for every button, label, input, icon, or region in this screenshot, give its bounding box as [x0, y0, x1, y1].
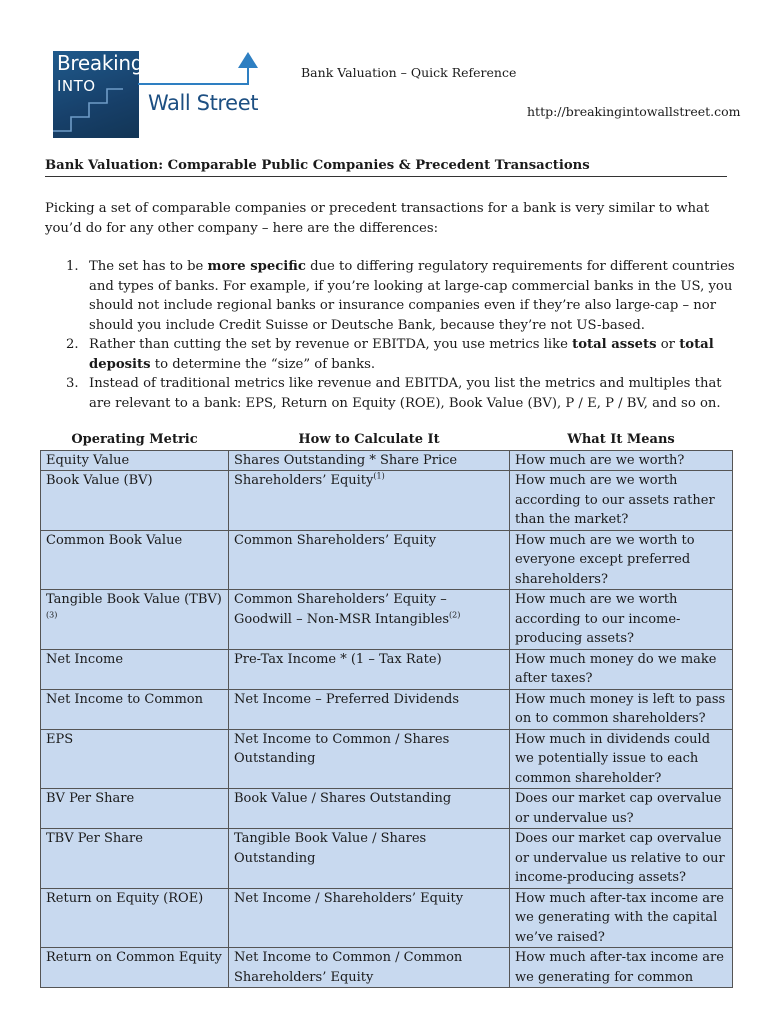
- table-row: [41, 471, 733, 531]
- metric-cell: [41, 471, 229, 531]
- meaning-cell: [510, 471, 733, 531]
- list-item: [45, 335, 735, 374]
- meaning-cell: [510, 450, 733, 471]
- metric-cell-text: Common Book Value: [46, 532, 183, 548]
- list-text: Rather than cutting the set by revenue or EBITDA, you use metrics like: [89, 337, 573, 352]
- meaning-cell: [510, 888, 733, 948]
- column-header: How to Calculate It: [298, 432, 440, 447]
- calculation-cell: [229, 471, 510, 531]
- list-text: due to differing regulatory requirements for different countries and types of banks. For example, if you’re looking at large-cap commercial banks in the US, you should not include regional banks or insurance companies even if they’re also large-cap – nor should you include Credit Suisse or Deutsche Bank, because they’re not US-based.: [89, 259, 735, 333]
- list-bold-text: total deposits: [89, 337, 714, 372]
- calculation-cell-text: Pre-Tax Income * (1 – Tax Rate): [234, 651, 442, 667]
- metric-cell-text: BV Per Share: [46, 791, 135, 806]
- table-row: [41, 590, 733, 650]
- meaning-cell: [510, 948, 733, 988]
- metric-cell-text: Return on Common Equity: [46, 950, 222, 965]
- calculation-cell-text: Common Shareholders’ Equity: [234, 532, 437, 548]
- metric-cell-text: Book Value (BV): [46, 473, 153, 488]
- metric-cell: [41, 689, 229, 729]
- metric-cell: [41, 829, 229, 889]
- meaning-cell-text: How much after-tax income are we generating for common: [515, 950, 724, 985]
- calculation-cell-text: Net Income to Common / Shares Outstanding: [234, 731, 450, 766]
- meaning-cell: [510, 530, 733, 590]
- metric-cell: [41, 888, 229, 948]
- metric-cell: [41, 948, 229, 988]
- calculation-cell: [229, 530, 510, 590]
- metric-cell: [41, 729, 229, 789]
- table-row: [41, 689, 733, 729]
- metric-cell-text: Net Income: [46, 651, 124, 667]
- calculation-cell: [229, 450, 510, 471]
- table-row: [41, 888, 733, 948]
- logo: [0, 46, 268, 142]
- metric-cell: [41, 649, 229, 689]
- calculation-cell: [229, 829, 510, 889]
- list-text: The set has to be: [89, 259, 208, 274]
- section-heading: Bank Valuation: Comparable Public Companies & Precedent Transactions: [45, 158, 727, 177]
- table-row: [41, 729, 733, 789]
- calculation-cell-text: Common Shareholders’ Equity – Goodwill – Non-MSR Intangibles: [234, 592, 450, 627]
- meaning-cell-text: How much in dividends could we potentially issue to each common shareholder?: [515, 731, 711, 786]
- column-header: Operating Metric: [71, 432, 198, 447]
- list-item: [45, 257, 735, 335]
- meaning-cell-text: How much are we worth?: [515, 452, 685, 468]
- column-header: What It Means: [567, 432, 675, 447]
- meaning-cell-text: How much after-tax income are we generating with the capital we’ve raised?: [515, 890, 724, 945]
- footnote-marker: (1): [373, 471, 385, 481]
- footnote-marker: (3): [46, 610, 58, 620]
- list-number: 1.: [66, 259, 79, 274]
- meaning-cell-text: How much money do we make after taxes?: [515, 651, 717, 686]
- table-row: [41, 948, 733, 988]
- meaning-cell-text: Does our market cap overvalue or undervalue us relative to our income-producing assets?: [515, 831, 725, 885]
- metric-cell-text: Return on Equity (ROE): [46, 890, 204, 906]
- logo-text-breaking: Breaking: [57, 51, 144, 75]
- table-row: [41, 530, 733, 590]
- calculation-cell-text: Shares Outstanding * Share Price: [234, 452, 458, 468]
- calculation-cell-text: Net Income to Common / Common Shareholders’ Equity: [234, 950, 463, 985]
- table-row: [41, 829, 733, 889]
- calculation-cell-text: Net Income – Preferred Dividends: [234, 691, 460, 707]
- calculation-cell: [229, 948, 510, 988]
- footnote-marker: (2): [449, 610, 461, 620]
- calculation-cell-text: Tangible Book Value / Shares Outstanding: [234, 831, 427, 866]
- meaning-cell: [510, 829, 733, 889]
- calculation-cell-text: Net Income / Shareholders’ Equity: [234, 890, 464, 906]
- meaning-cell: [510, 789, 733, 829]
- logo-text-into: INTO: [57, 77, 96, 95]
- calculation-cell: [229, 689, 510, 729]
- document-title: Bank Valuation – Quick Reference: [301, 65, 517, 80]
- calculation-cell-text: Book Value / Shares Outstanding: [234, 791, 452, 806]
- list-text: Instead of traditional metrics like revenue and EBITDA, you list the metrics and multiples that are relevant to a bank: EPS, Return on Equity (ROE), Book Value (BV), P / E, P / BV, and so on.: [89, 376, 722, 411]
- metric-cell-text: Equity Value: [46, 452, 130, 468]
- list-bold-text: more specific: [207, 259, 306, 274]
- intro-paragraph: Picking a set of comparable companies or precedent transactions for a bank is very similar to what you’d do for any other company – here are the differences:: [45, 201, 710, 236]
- metrics-table: [40, 430, 733, 988]
- meaning-cell-text: How much are we worth according to our assets rather than the market?: [515, 473, 715, 527]
- meaning-cell: [510, 649, 733, 689]
- logo-text-wall-street: Wall Street: [148, 91, 259, 115]
- table-row: [41, 450, 733, 471]
- metric-cell: [41, 590, 229, 650]
- table-row: [41, 649, 733, 689]
- metric-cell-text: EPS: [46, 731, 74, 747]
- meaning-cell-text: Does our market cap overvalue or undervalue us?: [515, 791, 722, 826]
- metric-cell: [41, 530, 229, 590]
- website-link[interactable]: http://breakingintowallstreet.com: [527, 104, 741, 119]
- metric-cell: [41, 789, 229, 829]
- meaning-cell: [510, 590, 733, 650]
- metric-cell-text: TBV Per Share: [46, 831, 143, 846]
- differences-list: [45, 257, 735, 413]
- meaning-cell-text: How much are we worth to everyone except preferred shareholders?: [515, 532, 695, 587]
- meaning-cell: [510, 729, 733, 789]
- calculation-cell: [229, 649, 510, 689]
- table-row: [41, 789, 733, 829]
- meaning-cell-text: How much are we worth according to our income-producing assets?: [515, 592, 681, 646]
- table-header-row: [41, 430, 733, 450]
- calculation-cell: [229, 789, 510, 829]
- list-number: 2.: [66, 337, 79, 352]
- calculation-cell: [229, 590, 510, 650]
- calculation-cell-text: Shareholders’ Equity: [234, 473, 374, 488]
- metric-cell-text: Net Income to Common: [46, 691, 204, 707]
- list-text: or: [656, 337, 680, 352]
- meaning-cell: [510, 689, 733, 729]
- list-bold-text: total assets: [572, 337, 657, 352]
- metric-cell: [41, 450, 229, 471]
- list-text: to determine the “size” of banks.: [150, 356, 376, 372]
- list-number: 3.: [66, 376, 79, 391]
- list-item: [45, 374, 735, 413]
- metric-cell-text: Tangible Book Value (TBV): [46, 592, 222, 607]
- meaning-cell-text: How much money is left to pass on to common shareholders?: [515, 691, 726, 726]
- calculation-cell: [229, 729, 510, 789]
- calculation-cell: [229, 888, 510, 948]
